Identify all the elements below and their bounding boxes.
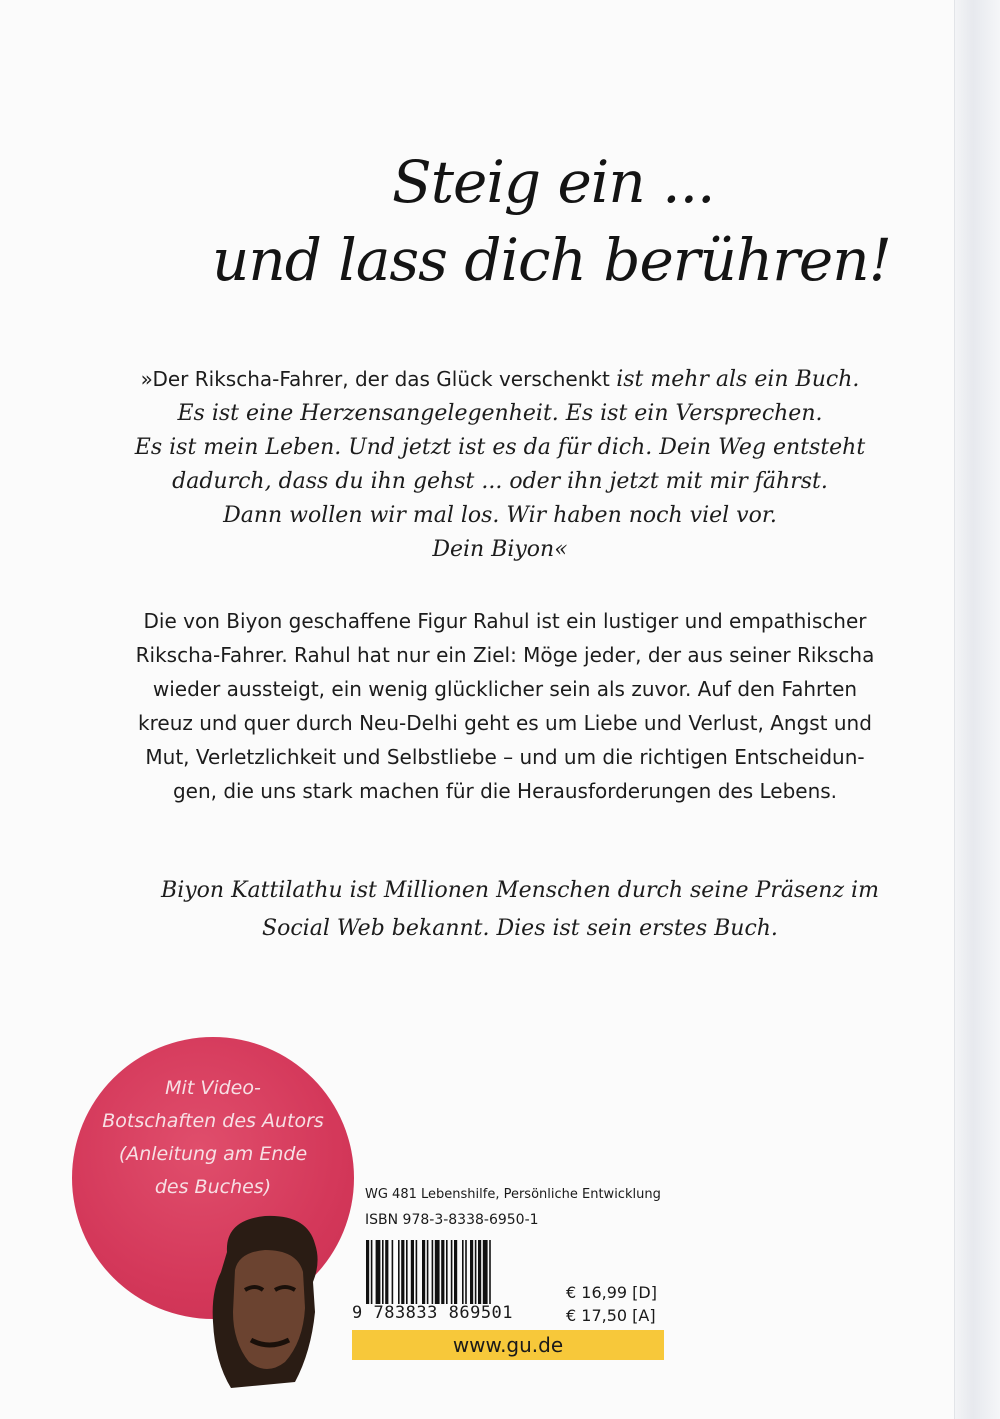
author-bio-line: Social Web bekannt. Dies ist sein erstes Buch. [262,916,778,941]
barcode-bar [406,1240,408,1304]
barcode-bar [435,1240,440,1304]
headline-line-1: Steig ein ... [392,148,715,216]
video-badge-line: (Anleitung am Ende [118,1143,308,1165]
barcode-bar [478,1240,481,1304]
barcode-bar [416,1240,418,1304]
barcode-bar [432,1240,434,1304]
book-spine-edge [954,0,1000,1419]
barcode-bar [401,1240,404,1304]
author-photo [207,1212,325,1390]
headline-line-2: und lass dich berühren! [212,226,891,294]
barcode-bar [454,1240,457,1304]
quote-signature: Dein Biyon« [432,537,568,562]
video-badge-text [72,1072,354,1204]
barcode-bar [398,1240,400,1304]
barcode-bar [489,1240,491,1304]
quote-line-1-italic: ist mehr als ein Buch. [616,367,860,392]
author-bio [110,872,930,948]
barcode-bar [411,1240,414,1304]
publisher-url-link[interactable]: www.gu.de [352,1330,664,1360]
barcode-bar [465,1240,467,1304]
barcode-bar [475,1240,477,1304]
description-line: wieder aussteigt, ein wenig glücklicher sein als zuvor. Auf den Fahrten [152,677,858,701]
barcode-bar [371,1240,373,1304]
video-badge-line: Botschaften des Autors [102,1110,324,1132]
barcode-bar [366,1240,369,1304]
barcode-bar [483,1240,488,1304]
price-germany: € 16,99 [D] [566,1283,657,1302]
video-badge-line: des Buches) [154,1176,272,1198]
quote-line-3: Es ist mein Leben. Und jetzt ist es da für dich. Dein Weg entsteht [134,435,866,460]
quote-line-4: dadurch, dass du ihn gehst ... oder ihn jetzt mit mir fährst. [172,469,828,494]
barcode-digits: 9 783833 869501 [352,1303,514,1323]
description-line: gen, die uns stark machen für die Herausforderungen des Lebens. [172,779,838,803]
isbn: ISBN 978-3-8338-6950-1 [365,1212,539,1228]
barcode-bar [376,1240,381,1304]
barcode-bar [470,1240,473,1304]
video-badge-line: Mit Video- [165,1077,261,1099]
author-bio-line: Biyon Kattilathu ist Millionen Menschen durch seine Präsenz im [161,878,879,903]
quote-line-2: Es ist eine Herzensangelegenheit. Es ist ein Versprechen. [177,401,823,426]
description-line: Mut, Verletzlichkeit und Selbstliebe – und um die richtigen Entscheidun- [145,745,865,769]
quote-book-title: »Der Rikscha-Fahrer, der das Glück verschenkt [140,367,617,391]
barcode-bar [382,1240,384,1304]
quote-line-5: Dann wollen wir mal los. Wir haben noch viel vor. [223,503,777,528]
quote-line-1 [90,362,910,397]
barcode-bar [392,1240,394,1304]
barcode-bar [446,1240,448,1304]
barcode-bar [462,1240,464,1304]
description-line: kreuz und quer durch Neu-Delhi geht es um Liebe und Verlust, Angst und [138,711,872,735]
description-line: Rikscha-Fahrer. Rahul hat nur ein Ziel: Möge jeder, der aus seiner Rikscha [135,643,875,667]
barcode-bar [427,1240,429,1304]
product-category: WG 481 Lebenshilfe, Persönliche Entwicklung [365,1187,661,1202]
description-line: Die von Biyon geschaffene Figur Rahul ist ein lustiger und empathischer [143,609,867,633]
barcode [364,1240,552,1304]
barcode-bar [441,1240,444,1304]
barcode-bar [385,1240,388,1304]
book-description [95,604,915,808]
author-quote [90,362,910,567]
barcode-bar [451,1240,453,1304]
barcode-bar [422,1240,425,1304]
price-austria: € 17,50 [A] [566,1306,656,1325]
